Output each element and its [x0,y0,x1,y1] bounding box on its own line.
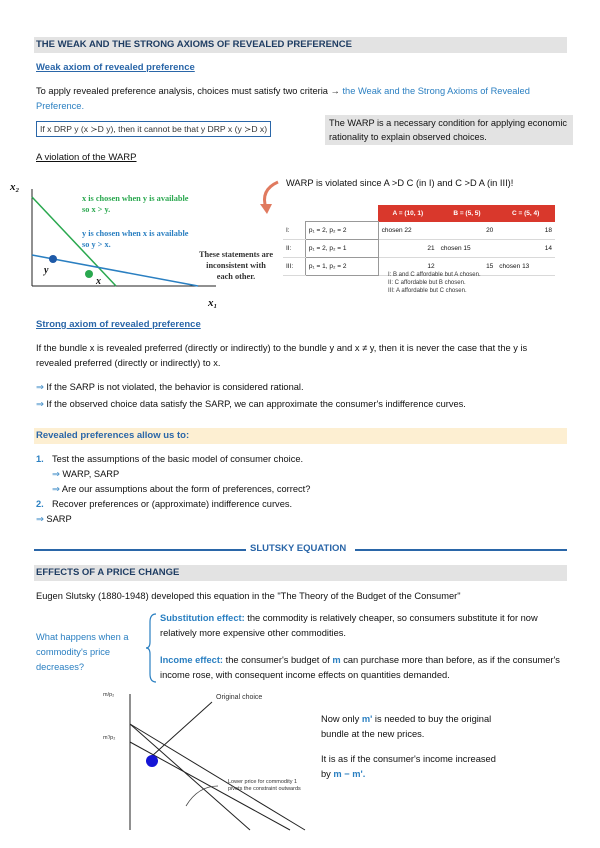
table-notes [388,271,481,295]
blue-annotation-line2: so y > x. [82,240,111,249]
intro-text: To apply revealed preference analysis, choices must satisfy two criteria [36,86,328,96]
implies-icon: ⇒ [36,514,44,524]
income-m: m [332,655,341,665]
sarp-point-1-text: If the SARP is not violated, the behavior is considered rational. [46,382,304,392]
intro-arrow: → [330,86,340,96]
num-1: 1. [36,454,44,464]
x1-label: x₁ [208,297,218,309]
cell-b: 20 [438,222,497,240]
row-prices: p₁ = 2, p₂ = 2 [305,222,378,240]
fig2-y-top-label: m/p₂ [103,692,115,698]
as-if-text [321,752,496,782]
pivoted-budget-line [130,724,305,830]
curved-arrow-icon [256,178,284,218]
green-annotation-line2: so x > y. [82,205,111,214]
only-m-part2: is needed to buy the original bundle at the new prices. [321,714,492,739]
sarp-point-2-text: If the observed choice data satisfy the SARP, we can approximate the consumer's indifference curves. [46,399,466,409]
cell-a: 12 [378,258,438,276]
reveal-item-1a-text: WARP, SARP [62,469,120,479]
violation-heading: A violation of the WARP [36,152,137,163]
cell-a: chosen 22 [378,222,438,240]
header-empty-1 [283,205,305,222]
slutsky-title: SLUTSKY EQUATION [250,543,347,554]
table-note-1: I: B and C affordable but A chosen. [388,272,481,278]
cell-c: 14 [496,240,555,258]
row-label: III: [283,258,305,276]
cell-c: chosen 13 [496,258,555,276]
header-empty-2 [305,205,378,222]
sarp-definition: If the bundle x is revealed preferred (directly or indirectly) to the bundle y and x ≠ y, then it is never the case that the y is revealed preferred (directly or indirectly) to x. [36,343,528,368]
sarp-point-1 [36,380,566,395]
only-m-text [321,712,496,742]
as-if-part1: It is as if the consumer's income increased by [321,754,496,779]
reveal-item-1b-text: Are our assumptions about the form of preferences, correct? [61,484,311,494]
lower-price-note [228,779,301,793]
intro-paragraph [36,84,566,114]
header-a: A = (10, 1) [378,205,438,222]
warp-table [283,205,555,276]
income-text-2: can purchase more than before, as if the consumer's income rose, with consequent income effects on quantities demanded. [160,655,560,680]
lower-price-line2: pivots the constraint outwards [228,786,301,792]
table-header-row [283,205,555,222]
table-row [283,222,555,240]
as-if-value: m − m'. [333,769,366,779]
reveal-item-2a [36,512,556,527]
implies-icon: ⇒ [36,382,44,392]
warp-note: The WARP is a necessary condition for applying economic rationality to explain observed choices. [325,115,573,145]
warp-definition: If x DRP y (x ≻D y), then it cannot be that y DRP x (y ≻D x) [36,121,271,137]
fig2-y-mid-label: m'/p₂ [103,735,116,741]
pointer-line [152,702,212,756]
dark-annotation-line1: These statements are [198,250,274,259]
y-point-label: y [44,265,49,276]
implies-icon: ⇒ [52,484,60,494]
green-annotation-line1: x is chosen when y is available [82,194,189,203]
implies-icon: ⇒ [36,399,44,409]
x-point-label: x [96,276,101,287]
cell-b: 15 [438,258,497,276]
row-prices: p₁ = 1, p₂ = 2 [305,258,378,276]
implies-icon: ⇒ [52,469,60,479]
intro-blue: the Weak and the Strong Axioms of Revealed Preference. [36,86,530,111]
reveal-item-2 [36,497,556,512]
substitution-effect [160,611,568,641]
reveal-item-1a [36,467,556,482]
slutsky-intro: Eugen Slutsky (1880-1948) developed this equation in the "The Theory of the Budget of the Consumer" [36,591,461,601]
header-b: B = (5, 5) [438,205,497,222]
income-substitution-graph [100,690,310,832]
dark-annotation [196,249,276,282]
weak-axiom-heading: Weak axiom of revealed preference [36,62,195,73]
point-y [49,255,57,263]
original-choice-label: Original choice [216,694,263,701]
revealed-prefs-title: Revealed preferences allow us to: [34,428,567,444]
reveal-list [36,452,556,527]
slutsky-divider-right [355,549,567,551]
effects-title: EFFECTS OF A PRICE CHANGE [34,565,567,581]
lower-price-line1: Lower price for commodity 1 [228,779,298,785]
header-c: C = (5, 4) [496,205,555,222]
original-budget-line [130,724,250,830]
reveal-item-1-text: Test the assumptions of the basic model of consumer choice. [52,454,304,464]
blue-annotation-line1: y is chosen when x is available [82,229,189,238]
table-note-3: III: A affordable but C chosen. [388,288,467,294]
slutsky-divider-left [34,549,246,551]
blue-annotation [82,228,189,250]
income-text-1: the consumer's budget of [225,655,330,665]
pivot-arc [186,786,218,806]
reveal-item-1 [36,452,556,467]
warp-violated-text: WARP is violated since A >D C (in I) and C >D A (in III)! [286,178,514,188]
only-m-part1: Now only [321,714,360,724]
green-annotation [82,193,189,215]
num-2: 2. [36,499,44,509]
substitution-text: the commodity is relatively cheaper, so consumers substitute it for now relatively more expensive other commodities. [160,613,538,638]
cell-c: 18 [496,222,555,240]
point-x [85,270,93,278]
section-title-axioms: THE WEAK AND THE STRONG AXIOMS OF REVEALED PREFERENCE [34,37,567,53]
dark-annotation-line2: inconsistent with [206,261,266,270]
cell-a: 21 [378,240,438,258]
table-row [283,240,555,258]
income-effect [160,653,568,683]
income-label: Income effect: [160,655,224,665]
table-note-2: II: C affordable but B chosen. [388,280,466,286]
reveal-item-2-text: Recover preferences or (approximate) indifference curves. [52,499,293,509]
reveal-item-1b [36,482,556,497]
strong-axiom-heading: Strong axiom of revealed preference [36,319,201,330]
reveal-item-2a-text: SARP [46,514,72,524]
x2-label: x₂ [10,181,20,193]
cell-b: chosen 15 [438,240,497,258]
substitution-label: Substitution effect: [160,613,245,623]
price-question: What happens when a commodity's price decreases? [36,632,129,672]
sarp-point-2 [36,397,576,412]
dark-annotation-line3: each other. [216,272,256,281]
brace-icon [146,612,158,684]
row-label: I: [283,222,305,240]
row-label: II: [283,240,305,258]
only-m-value: m' [361,714,373,724]
row-prices: p₁ = 2, p₂ = 1 [305,240,378,258]
original-choice-point [146,755,158,767]
